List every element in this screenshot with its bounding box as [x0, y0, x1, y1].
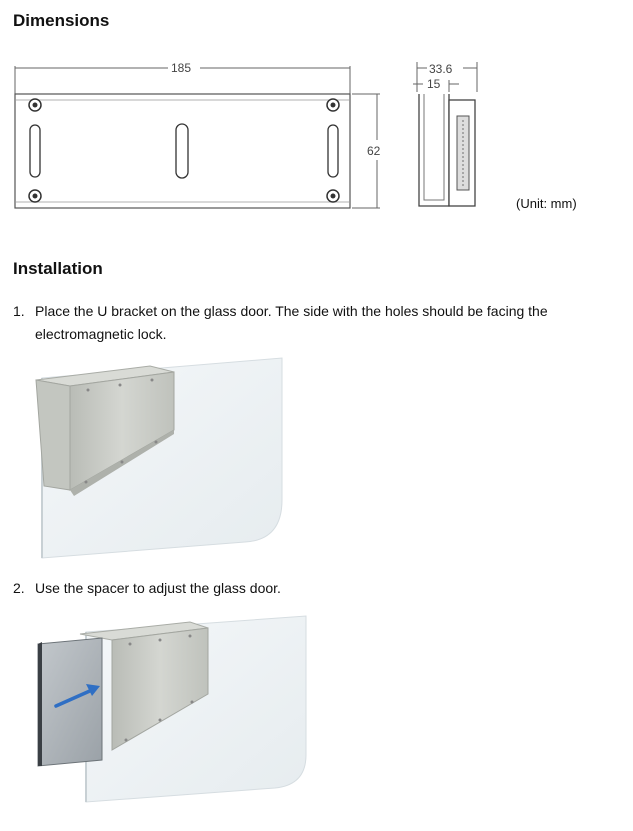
bracket-on-glass-illustration: [30, 350, 310, 565]
screw-icon: [327, 99, 339, 111]
step-item: [13, 577, 593, 600]
side-view-drawing: [405, 52, 495, 217]
step-number: 2.: [13, 580, 25, 596]
step-item: [13, 300, 593, 346]
side-depth-label: 33.6: [429, 62, 453, 76]
front-view-drawing: [0, 52, 400, 217]
screw-icon: [327, 190, 339, 202]
screw-icon: [29, 99, 41, 111]
step-number: 1.: [13, 303, 25, 319]
front-height-label: 62: [367, 144, 381, 158]
mounting-slot: [30, 125, 40, 177]
unit-label: (Unit: mm): [516, 196, 577, 211]
front-width-label: 185: [171, 61, 192, 75]
side-inner-label: 15: [427, 77, 441, 91]
installation-heading: Installation: [13, 259, 103, 278]
step-text: Place the U bracket on the glass door. The side with the holes should be facing the electromagnetic lock.: [35, 303, 548, 342]
mounting-slot: [328, 125, 338, 177]
spacer-adjustment-illustration: [30, 610, 315, 810]
step-text: Use the spacer to adjust the glass door.: [35, 580, 281, 596]
screw-icon: [29, 190, 41, 202]
dimensions-heading: Dimensions: [13, 11, 110, 30]
mounting-slot: [176, 124, 188, 178]
